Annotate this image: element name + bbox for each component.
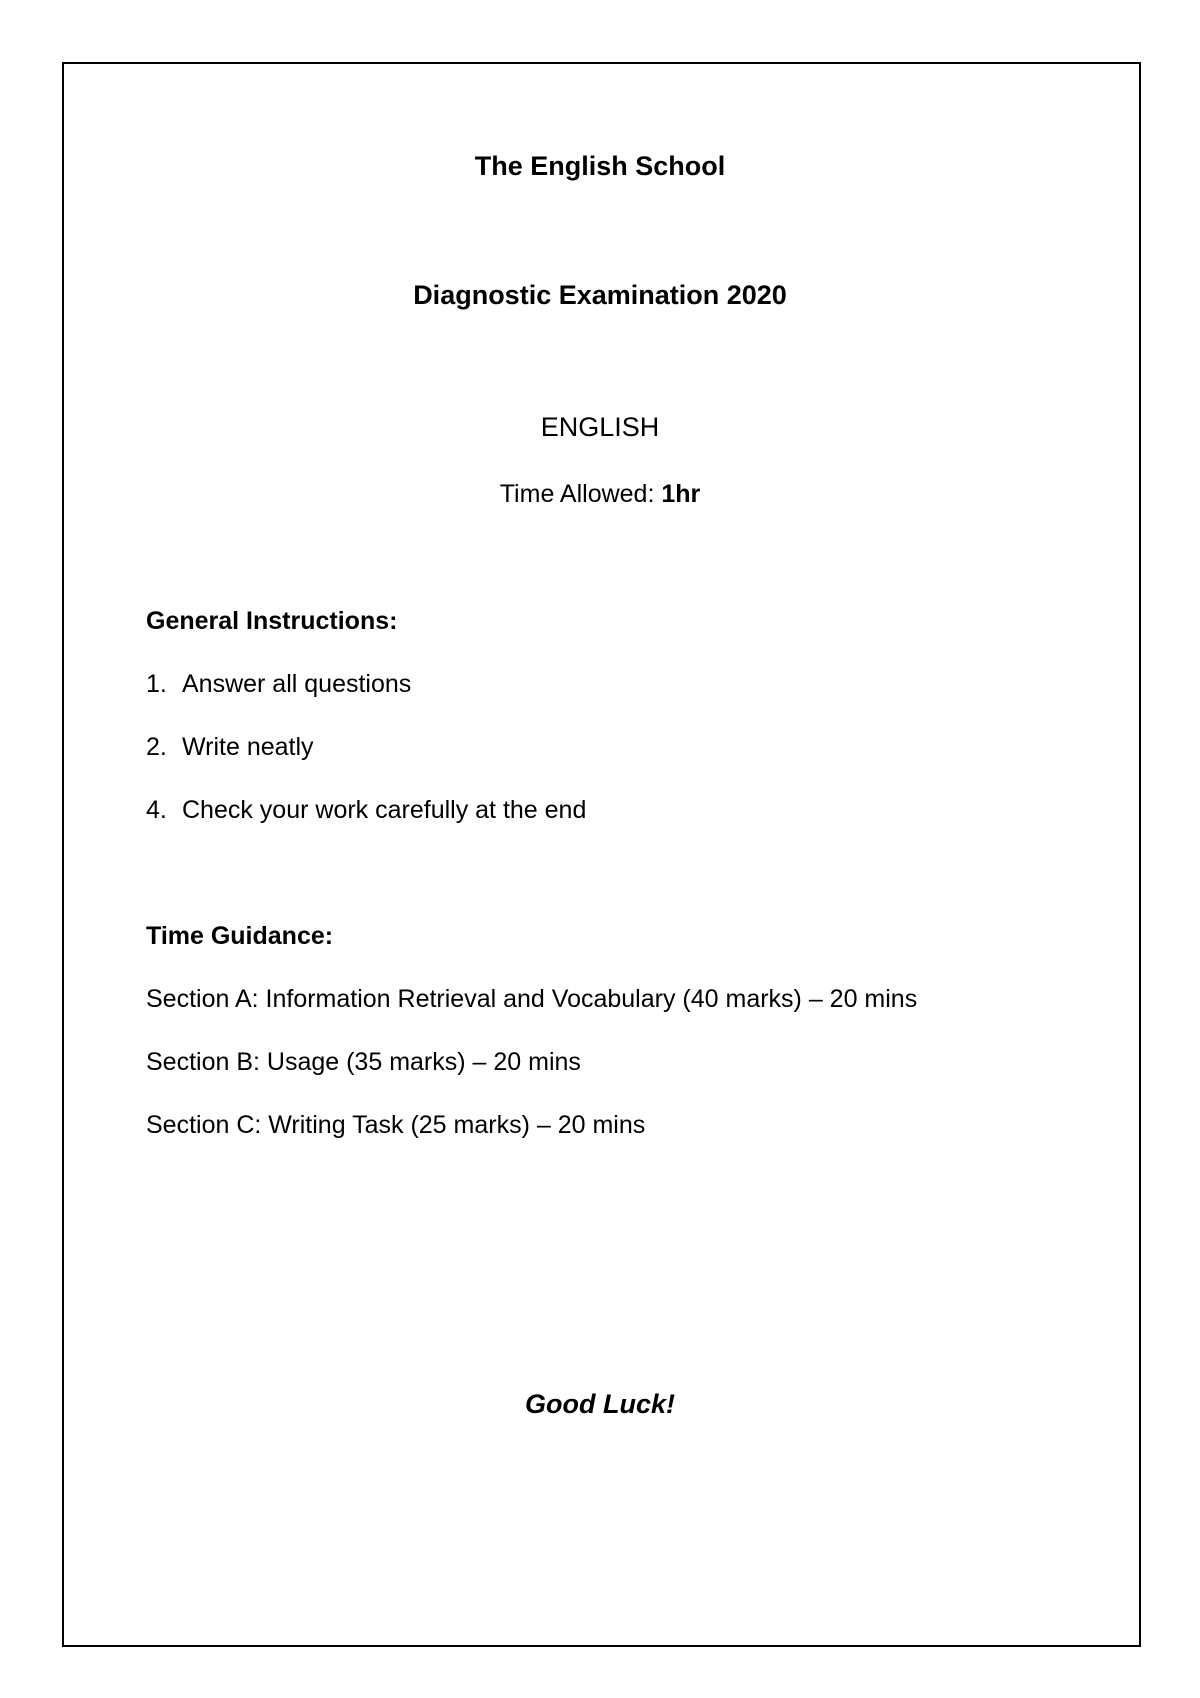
instruction-number: 1. <box>146 670 167 698</box>
time-allowed-value: 1hr <box>661 480 701 508</box>
instruction-item <box>146 731 314 763</box>
closing-message: Good Luck! <box>525 1389 675 1419</box>
instruction-item <box>146 794 586 826</box>
instruction-text: Answer all questions <box>182 670 412 698</box>
instruction-text: Write neatly <box>182 733 314 761</box>
school-title: The English School <box>474 151 726 181</box>
section-a-guidance: Section A: Information Retrieval and Vocabulary (40 marks) – 20 mins <box>146 985 918 1013</box>
instruction-number: 2. <box>146 733 167 761</box>
instruction-text: Check your work carefully at the end <box>182 796 587 824</box>
section-c-guidance: Section C: Writing Task (25 marks) – 20 mins <box>146 1111 646 1139</box>
time-guidance-heading: Time Guidance: <box>146 922 334 950</box>
section-b-guidance: Section B: Usage (35 marks) – 20 mins <box>146 1048 581 1076</box>
instruction-number: 4. <box>146 796 167 824</box>
time-allowed-label: Time Allowed: <box>499 480 662 508</box>
time-allowed <box>0 478 1200 510</box>
instruction-item <box>146 668 411 700</box>
exam-title: Diagnostic Examination 2020 <box>413 280 787 310</box>
subject-title: ENGLISH <box>540 412 660 442</box>
general-instructions-heading: General Instructions: <box>146 607 398 635</box>
